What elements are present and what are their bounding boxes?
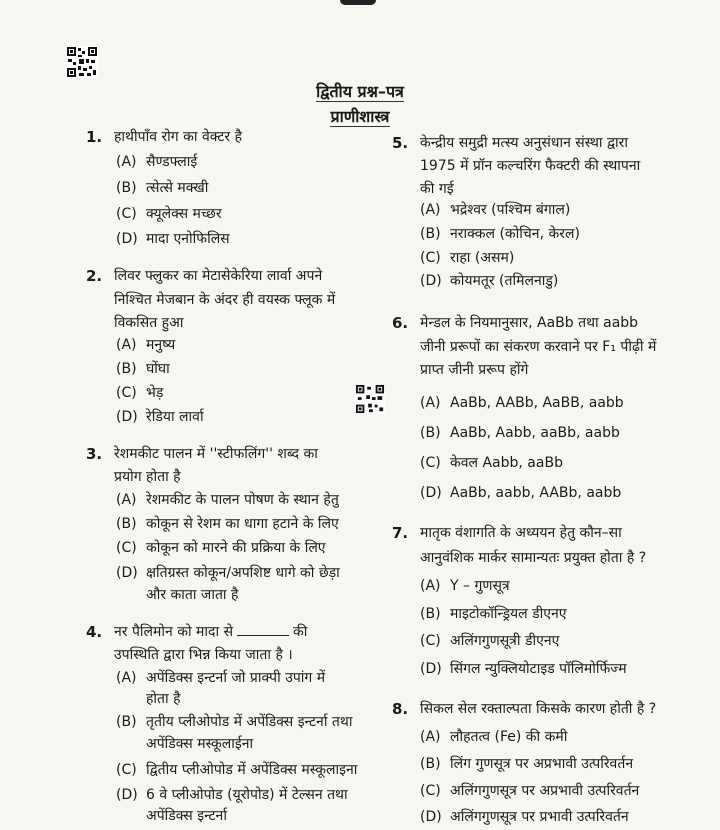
option-b[interactable]: (B) AaBb, Aabb, aaBb, aabb — [420, 425, 620, 441]
option-d[interactable]: (D) AaBb, aabb, AABb, aabb — [420, 485, 622, 501]
option-c[interactable]: (C) कोकून को मारने की प्रक्रिया के लिए — [116, 540, 326, 556]
option-a[interactable]: (A) AaBb, AABb, AaBB, aabb — [420, 395, 624, 411]
question-number: 3. — [86, 445, 103, 463]
option-b[interactable]: (B) माइटोकॉन्ड्रियल डीएनए — [420, 606, 567, 622]
option-a[interactable]: (A) मनुष्य — [116, 337, 176, 353]
option-d[interactable]: (D) 6 वे प्लीओपोड (यूरोपोड) में टेल्सन तथा — [116, 787, 348, 803]
option-c[interactable]: (C) अलिंगगुणसूत्र पर अप्रभावी उत्परिवर्तन — [420, 783, 640, 799]
subject-title: प्राणीशास्त्र — [330, 107, 390, 126]
question-text: लिवर फ्लुकर का मेटासेकेरिया लार्वा अपने — [114, 268, 323, 284]
option-c[interactable]: (C) द्वितीय प्लीओपोड में अपेंडिक्स मस्कूलाइना — [116, 762, 358, 778]
question-text: निश्चित मेजबान के अंदर ही वयस्क फ्लूक में — [114, 292, 336, 308]
question-text: सिकल सेल रक्ताल्पता किसके कारण होती है ? — [420, 701, 657, 717]
option-a[interactable]: (A) अपेंडिक्स इन्टर्ना जो प्राक्पी उपांग में — [116, 670, 326, 686]
option-c[interactable]: (C) अलिंगगुणसूत्री डीएनए — [420, 633, 560, 649]
question-text: रेशमकीट पालन में ''स्टीफलिंग'' शब्द का — [114, 446, 318, 462]
qr-code-icon — [355, 384, 385, 414]
option-b[interactable]: (B) तृतीय प्लीओपोड में अपेंडिक्स इन्टर्ना तथा — [116, 714, 353, 730]
option-c[interactable]: (C) भेड़ — [116, 385, 164, 401]
question-text: केन्द्रीय समुद्री मत्स्य अनुसंधान संस्था द्वारा — [420, 135, 628, 151]
option-d[interactable]: (D) रेडिया लार्वा — [116, 409, 204, 425]
question-text: उपस्थिति द्वारा भिन्न किया जाता है । — [114, 647, 293, 663]
option-c[interactable]: (C) केवल Aabb, aaBb — [420, 455, 563, 471]
option-d[interactable]: (D) सिंगल न्युक्लियोटाइड पॉलिमोर्फिज्म — [420, 661, 627, 677]
paper-title: द्वितीय प्रश्न–पत्र — [316, 82, 404, 101]
question-text: प्रयोग होता है — [114, 469, 181, 485]
question-number: 1. — [86, 128, 103, 146]
option-a[interactable]: (A) रेशमकीट के पालन पोषण के स्थान हेतु — [116, 492, 339, 508]
option-b-continued: अपेंडिक्स मस्कूलाईना — [146, 736, 254, 752]
answer-blank — [237, 623, 289, 636]
option-a[interactable]: (A) सैण्डफ्लाई — [116, 154, 198, 170]
question-text: नर पैलिमोन को मादा से की — [114, 624, 308, 640]
question-number: 8. — [392, 700, 409, 718]
page-top-mark — [340, 0, 376, 5]
question-text: मेन्डल के नियमानुसार, AaBb तथा aabb — [420, 315, 639, 331]
option-d-continued: और काता जाता है — [146, 587, 239, 603]
option-d[interactable]: (D) मादा एनोफिलिस — [116, 231, 230, 247]
question-number: 4. — [86, 623, 103, 641]
option-d-continued: अपेंडिक्स इन्टर्ना — [146, 808, 227, 824]
option-d[interactable]: (D) कोयमतूर (तमिलनाडु) — [420, 273, 559, 289]
question-text: विकसित हुआ — [114, 315, 184, 331]
option-b[interactable]: (B) कोकून से रेशम का धागा हटाने के लिए — [116, 516, 339, 532]
question-text: आनुवंशिक मार्कर सामान्यतः प्रयुक्त होता है ? — [420, 550, 647, 566]
option-c[interactable]: (C) राहा (असम) — [420, 250, 515, 266]
option-a[interactable]: (A) Y – गुणसूत्र — [420, 578, 510, 594]
question-number: 2. — [86, 267, 103, 285]
question-number: 7. — [392, 524, 409, 542]
option-b[interactable]: (B) नराक्कल (कोचिन, केरल) — [420, 226, 580, 242]
question-text: जीनी प्ररूपों का संकरण करवाने पर F₁ पीढ़ी में — [420, 339, 657, 355]
option-a-continued: होता है — [146, 691, 181, 707]
option-b[interactable]: (B) घोंघा — [116, 361, 170, 377]
option-d[interactable]: (D) क्षतिग्रस्त कोकून/अपशिष्ट धागे को छेड़ा — [116, 565, 340, 581]
option-c[interactable]: (C) क्यूलेक्स मच्छर — [116, 206, 222, 222]
question-text: 1975 में प्रॉन कल्चरिंग फैक्टरी की स्थापना — [420, 158, 641, 174]
qr-code-icon — [66, 46, 98, 78]
question-text: प्राप्त जीनी प्ररूप होंगे — [420, 362, 529, 378]
question-text: मातृक वंशागति के अध्ययन हेतु कौन–सा — [420, 525, 622, 541]
question-text: की गई — [420, 181, 454, 197]
question-number: 6. — [392, 314, 409, 332]
question-text: हाथीपाँव रोग का वेक्टर है — [114, 129, 243, 145]
option-a[interactable]: (A) लौहतत्व (Fe) की कमी — [420, 729, 568, 745]
option-a[interactable]: (A) भद्रेश्वर (पश्चिम बंगाल) — [420, 202, 571, 218]
question-number: 5. — [392, 134, 409, 152]
option-b[interactable]: (B) लिंग गुणसूत्र पर अप्रभावी उत्परिवर्तन — [420, 756, 634, 772]
option-d[interactable]: (D) अलिंगगुणसूत्र पर प्रभावी उत्परिवर्तन — [420, 809, 629, 825]
option-b[interactable]: (B) त्सेत्से मक्खी — [116, 180, 209, 196]
